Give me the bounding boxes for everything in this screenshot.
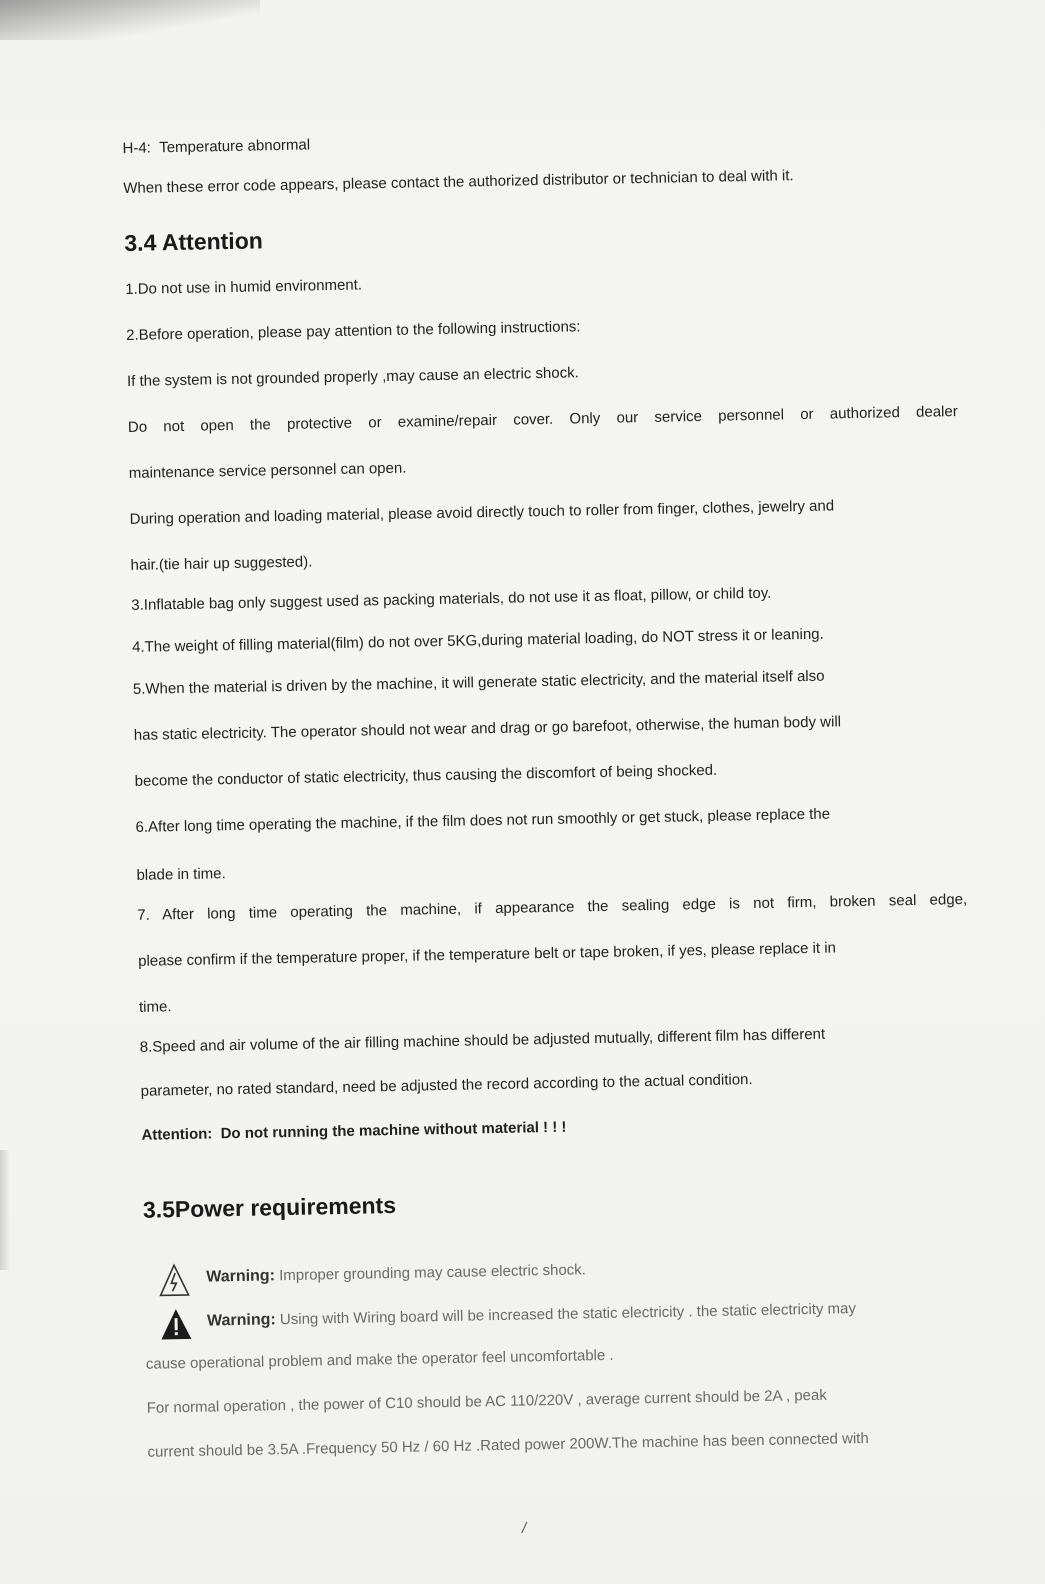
error-description: Temperature abnormal	[159, 136, 311, 157]
attention-item-8: 8.Speed and air volume of the air filling machine should be adjusted mutually, different film has different	[139, 1025, 826, 1056]
page-corner-shadow	[0, 0, 260, 40]
warning-2-text: Using with Wiring board will be increased the static electricity . the static electricity may	[279, 1300, 857, 1329]
attention-item-6-cont: blade in time.	[136, 865, 226, 884]
error-code-note: When these error code appears, please contact the authorized distributor or technician to deal with it.	[123, 167, 794, 197]
power-heading: 3.5Power requirements	[142, 1191, 397, 1223]
warning-row-2	[145, 1296, 975, 1334]
attention-heading: 3.4 Attention	[124, 227, 264, 256]
attention-item-5: 5.When the material is driven by the machine, it will generate static electricity, and the material itself also	[132, 667, 825, 698]
caution-warning-icon	[159, 1307, 194, 1342]
attention-item-7-cont: please confirm if the temperature proper, if the temperature belt or tape broken, if yes, please replace it in	[137, 939, 837, 970]
attention-item-2c-cont: hair.(tie hair up suggested).	[130, 553, 313, 574]
attention-item-8-cont: parameter, no rated standard, need be adjusted the record according to the actual condition.	[140, 1071, 753, 1100]
attention-item-2: 2.Before operation, please pay attention to the following instructions:	[125, 318, 581, 344]
warning-2-label: Warning:	[206, 1311, 276, 1330]
warning-1-label: Warning:	[206, 1267, 276, 1286]
attention-final-label: Attention:	[141, 1125, 213, 1144]
error-code-line	[122, 122, 952, 160]
power-paragraph-line-2: current should be 3.5A .Frequency 50 Hz / 60 Hz .Rated power 200W.The machine has been connected with	[147, 1429, 869, 1461]
attention-final-line	[141, 1109, 971, 1147]
attention-item-2b-cont: maintenance service personnel can open.	[128, 459, 407, 482]
warning-2-continued: cause operational problem and make the operator feel uncomfortable .	[145, 1346, 614, 1373]
attention-item-4: 4.The weight of filling material(film) do not over 5KG,during material loading, do NOT stress it or leaning.	[131, 625, 824, 656]
error-code: H-4:	[122, 139, 152, 157]
attention-item-7: 7. After long time operating the machine, if appearance the sealing edge is not firm, broken seal edge,	[137, 890, 968, 924]
attention-item-3: 3.Inflatable bag only suggest used as packing materials, do not use it as float, pillow, or child toy.	[131, 584, 772, 614]
attention-item-7-cont2: time.	[138, 998, 172, 1016]
warning-1-text: Improper grounding may cause electric shock.	[278, 1261, 587, 1285]
attention-item-5-cont: has static electricity. The operator should not wear and drag or go barefoot, otherwise, the human body will	[133, 713, 842, 744]
electric-shock-warning-icon	[158, 1263, 191, 1298]
page-number: /	[522, 1520, 527, 1537]
attention-item-2c: During operation and loading material, please avoid directly touch to roller from finger, clothes, jewelry and	[129, 497, 835, 528]
attention-item-2b: Do not open the protective or examine/repair cover. Only our service personnel or authorized dealer	[127, 403, 958, 436]
attention-item-1: 1.Do not use in humid environment.	[125, 276, 363, 298]
power-paragraph-line-1: For normal operation , the power of C10 should be AC 110/220V , average current should be 2A , peak	[146, 1386, 827, 1417]
page-edge-shadow	[0, 1150, 10, 1270]
page-content	[122, 104, 978, 1464]
warning-row-1	[144, 1252, 974, 1290]
attention-item-2a: If the system is not grounded properly ,may cause an electric shock.	[126, 364, 579, 390]
attention-item-5-cont2: become the conductor of static electricity, thus causing the discomfort of being shocked.	[134, 761, 718, 790]
attention-final-text: Do not running the machine without material ! ! !	[220, 1118, 567, 1143]
attention-item-6: 6.After long time operating the machine, if the film does not run smoothly or get stuck, please replace the	[135, 805, 831, 836]
